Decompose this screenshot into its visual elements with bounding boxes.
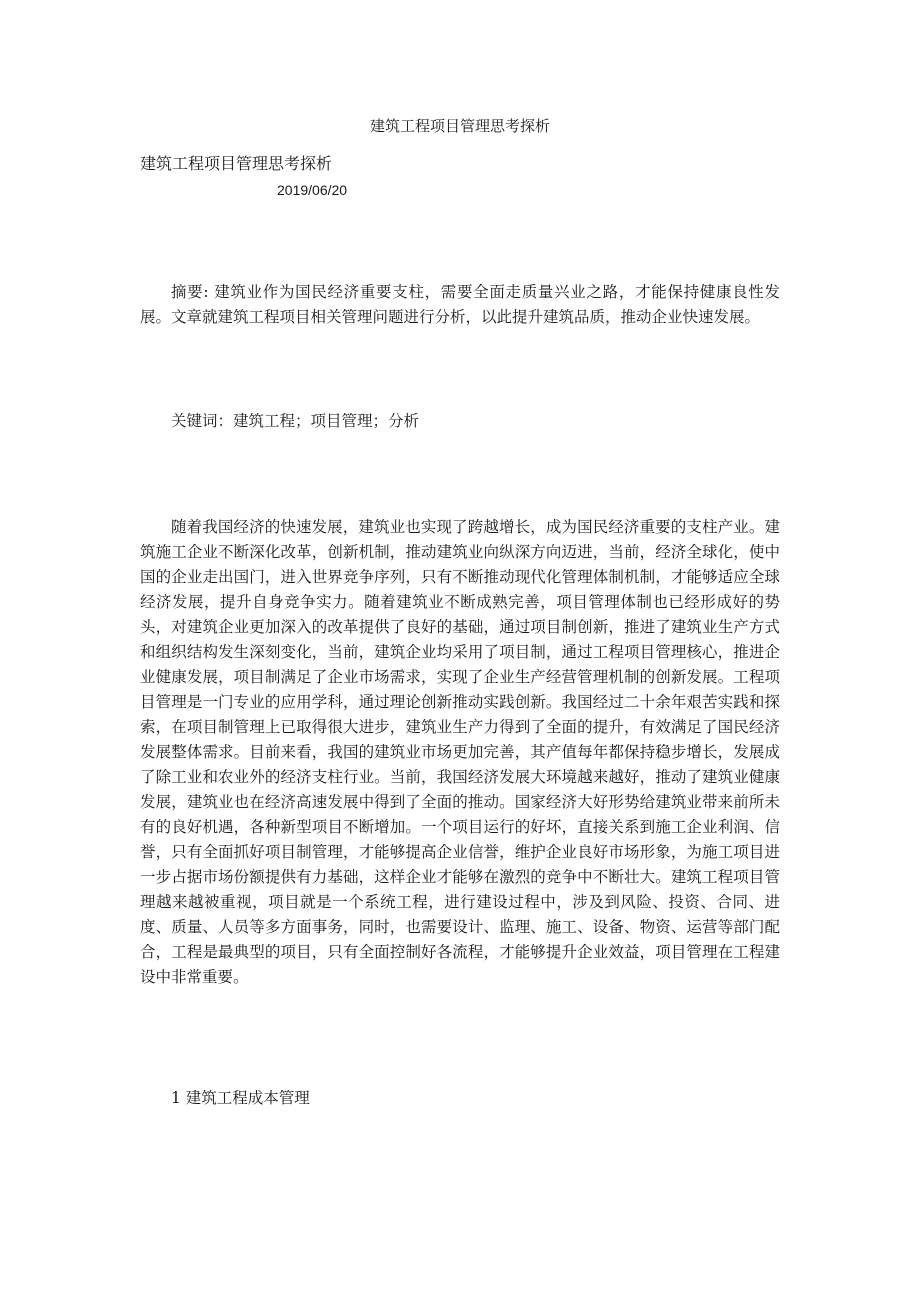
keywords-paragraph: 关键词：建筑工程；项目管理；分析 xyxy=(171,412,420,430)
section-heading: 1 建筑工程成本管理 xyxy=(171,1089,310,1107)
abstract-paragraph: 摘要: 建筑业作为国民经济重要支柱，需要全面走质量兴业之路，才能保持健康良性发展。文章就建筑工程项目相关管理问题进行分析，以此提升建筑品质，推动企业快速发展。 xyxy=(140,283,780,326)
body-paragraph: 随着我国经济的快速发展，建筑业也实现了跨越增长，成为国民经济重要的支柱产业。建筑施工企业不断深化改革，创新机制，推动建筑业向纵深方向迈进，当前，经济全球化，使中国的企业走出国门，进入世界竞争序列，只有不断推动现代化管理体制机制，才能够适应全球经济发展，提升自身竞争实力。随着建筑业不断成熟完善，项目管理体制也已经形成好的势头，对建筑企业更加深入的改革提供了良好的基础，通过项目制创新，推进了建筑业生产方式和组织结构发生深刻变化，当前，建筑企业均采用了项目制，通过工程项目管理核心，推进企业健康发展，项目制满足了企业市场需求，实现了企业生产经营管理机制的创新发展。工程项目管理是一门专业的应用学科，通过理论创新推动实践创新。我国经过二十余年艰苦实践和探索，在项目制管理上已取得很大进步，建筑业生产力得到了全面的提升，有效满足了国民经济发展整体需求。目前来看，我国的建筑业市场更加完善，其产值每年都保持稳步增长，发展成了除工业和农业外的经济支柱行业。当前，我国经济发展大环境越来越好，推动了建筑业健康发展，建筑业也在经济高速发展中得到了全面的推动。国家经济大好形势给建筑业带来前所未有的良好机遇，各种新型项目不断增加。一个项目运行的好坏，直接关系到施工企业利润、信誉，只有全面抓好项目制管理，才能够提高企业信誉，维护企业良好市场形象，为施工项目进一步占据市场份额提供有力基础，这样企业才能够在激烈的竞争中不断壮大。建筑工程项目管理越来越被重视，项目就是一个系统工程，进行建设过程中，涉及到风险、投资、合同、进度、质量、人员等多方面事务，同时，也需要设计、监理、施工、设备、物资、运营等部门配合，工程是最典型的项目，只有全面控制好各流程，才能够提升企业效益，项目管理在工程建设中非常重要。 xyxy=(140,518,780,986)
document-title: 建筑工程项目管理思考探析 xyxy=(369,117,550,135)
article-date: 2019/06/20 xyxy=(277,182,348,198)
article-title: 建筑工程项目管理思考探析 xyxy=(140,154,333,173)
